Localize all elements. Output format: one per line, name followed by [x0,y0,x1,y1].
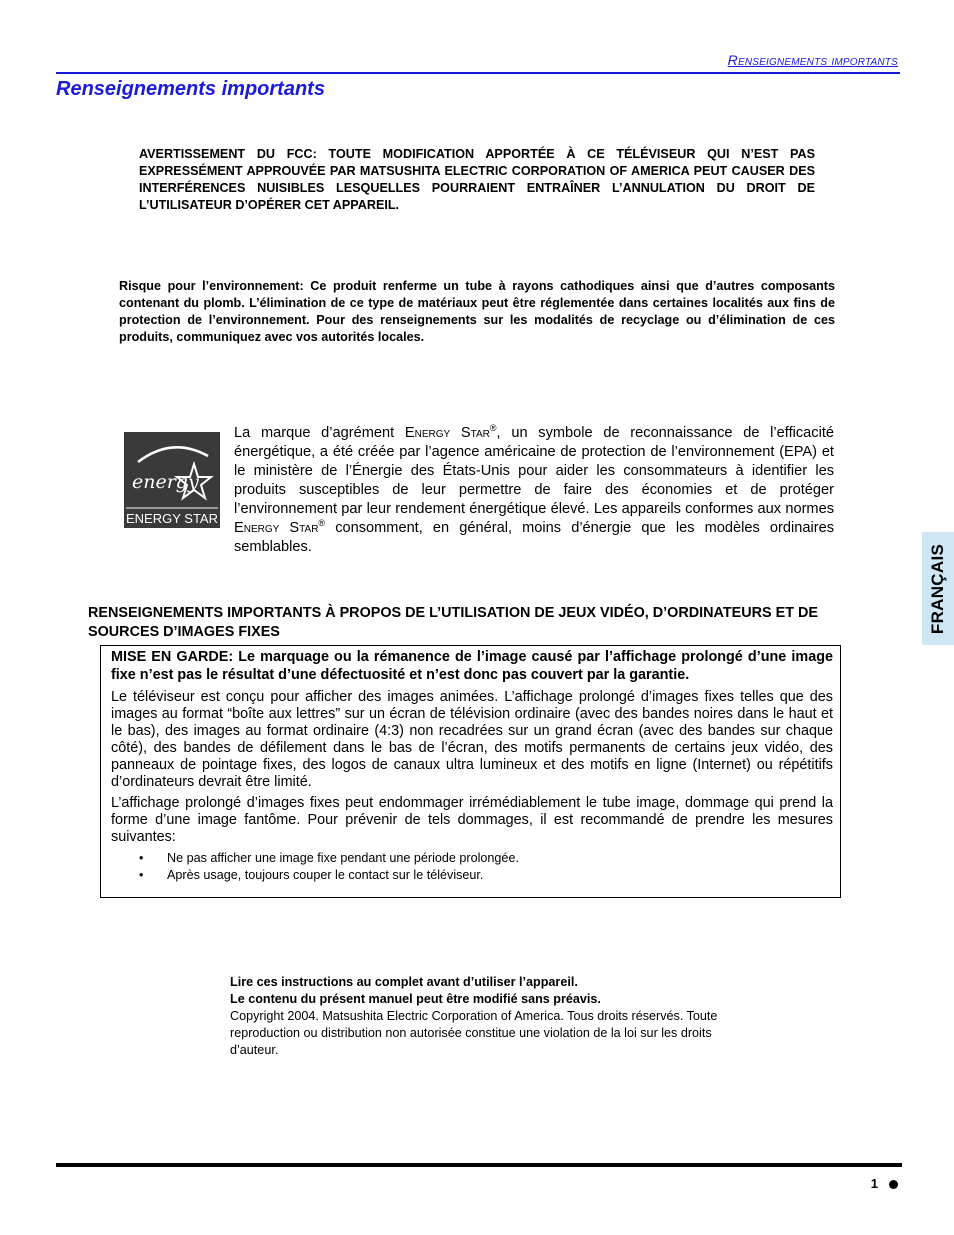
list-item-text: Ne pas afficher une image fixe pendant une période prolongée. [167,851,519,865]
energy-brand: Energy Star [404,425,490,441]
language-tab[interactable] [922,532,954,645]
note-subject-to-change: Le contenu du présent manuel peut être modifié sans préavis. [230,992,601,1006]
energy-script: energy [132,471,199,493]
energy-star-icon [124,432,220,528]
bullet-icon: • [139,868,144,882]
bullet-icon: • [139,851,144,865]
energy-brand: Energy Star [234,520,319,536]
note-read-instructions: Lire ces instructions au complet avant d’utiliser l’appareil. [230,975,578,989]
caution-paragraph-1: Le téléviseur est conçu pour afficher des images animées. L’affichage prolongé d’images fixes telles que des images au format “boîte aux lettres” sur un écran de télévision ordinaire (avec des bandes noires dans le haut et le bas), des images au format ordinaire (4:3) non recadrées sur un grand écran (avec des bandes sur chaque côté), des bandes de défilement dans le bas de l’écran, des motifs permanents de certains jeux vidéo, des panneaux de pointage fixes, des logos de canaux ultra lumineux et des motifs en ligne (Internet) ou répétitifs d’ordinateurs devrait être limité. [111,689,833,790]
notes-block [230,974,750,1059]
copyright-text: Copyright 2004. Matsushita Electric Corporation of America. Tous droits réservés. Toute reproduction ou distribution non autorisée constitue une violation de la loi sur les droits d’auteur. [230,1009,718,1057]
page-number: 1 [870,1176,878,1191]
fcc-warning: AVERTISSEMENT DU FCC: TOUTE MODIFICATION APPORTÉE À CE TÉLÉVISEUR QUI N’EST PAS EXPRESSÉMENT APPROUVÉE PAR MATSUSHITA ELECTRIC CORPORATION OF AMERICA PEUT CAUSER DES INTERFÉRENCES NUISIBLES LESQUELLES POURRAIENT ENTRAÎNER L’ANNULATION DU DROIT DE L’UTILISATEUR D’OPÉRER CET APPAREIL. [139,147,815,212]
caution-box [100,645,841,898]
page-title: Renseignements importants [56,78,325,100]
header-rule [56,72,900,74]
caution-title: MISE EN GARDE: Le marquage ou la rémanence de l’image causé par l’affichage prolongé d’une image fixe n’est pas le résultat d’une défectuosité et n’est donc pas couvert par la garantie. [111,649,833,683]
running-head: Renseignements importants [727,52,898,68]
list-item [111,867,833,884]
caution-list [111,850,833,884]
caution-paragraph-2: L’affichage prolongé d’images fixes peut endommager irrémédiablement le tube image, dommage qui prend la forme d’une image fantôme. Pour prévenir de tels dommages, il est recommandé de prendre les mesures suivantes: [111,795,833,845]
energy-text-part2: , un symbole de reconnaissance de l’efficacité énergétique, a été créée par l’agence américaine de protection de l’environnement (EPA) et le ministère de l’Énergie des États-Unis pour aider les consommateurs à identifier les produits susceptibles de leur permettre de faire des économies et de protéger l’environnement par leur rendement énergétique élevé. Les appareils conformes aux normes [234,425,834,517]
energy-text-part1: La marque d’agrément [234,425,405,441]
registered-mark: ® [318,518,326,529]
footer-rule [56,1163,902,1167]
energy-text-part3: consomment, en général, moins d’énergie que les modèles ordinaires semblables. [234,520,835,555]
energy-star-logo-label: ENERGY STAR [126,511,218,526]
energy-star-text [234,424,834,557]
list-item [111,850,833,867]
language-tab-label: FRANÇAIS [928,543,947,634]
list-item-text: Après usage, toujours couper le contact sur le téléviseur. [167,868,484,882]
bullet-dot-icon [889,1180,898,1189]
section-heading: RENSEIGNEMENTS IMPORTANTS À PROPOS DE L’UTILISATION DE JEUX VIDÉO, D’ORDINATEURS ET DE SOURCES D’IMAGES FIXES [88,605,818,640]
energy-star-logo [124,432,220,528]
registered-mark: ® [489,423,497,434]
environment-notice: Risque pour l’environnement: Ce produit renferme un tube à rayons cathodiques ainsi que d’autres composants contenant du plomb. L’élimination de ce type de matériaux peut être réglementée dans certaines localités aux fins de protection de l’environnement. Pour des renseignements sur les modalités de recyclage ou d’élimination de ces produits, communiquez avec vos autorités locales. [119,279,835,344]
